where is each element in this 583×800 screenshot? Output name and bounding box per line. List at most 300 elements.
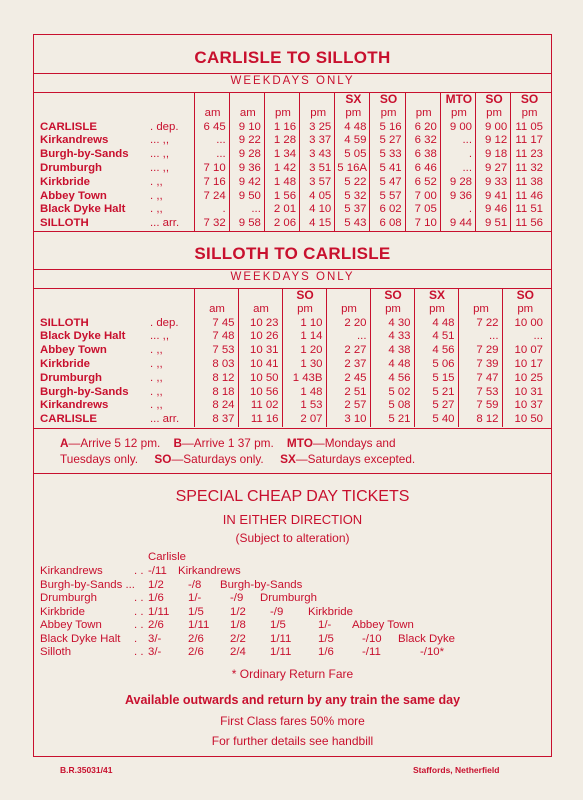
station-label: Drumburgh: [40, 371, 103, 384]
departure-time: 9 28: [229, 148, 264, 162]
departure-time: 1 10: [282, 317, 326, 331]
station-label: Kirkbride: [40, 357, 91, 370]
departure-time: 10 50: [238, 372, 282, 386]
station-name: [38, 162, 194, 176]
departure-time: 7 59: [458, 399, 502, 413]
service-code: SO: [370, 93, 405, 107]
departure-time: 10 26: [238, 330, 282, 344]
am-pm-label: pm: [326, 303, 370, 317]
departure-time: 6 02: [370, 203, 405, 217]
departure-time: 5 27: [414, 399, 458, 413]
departure-time: 9 42: [229, 176, 264, 190]
station-name: [38, 217, 194, 231]
fares-header-carlisle: Carlisle: [148, 551, 186, 563]
fare-station: Kirkandrews: [40, 565, 103, 577]
station-name: [38, 372, 194, 386]
station-label: Abbey Town: [40, 344, 107, 357]
fare-value: 3/-: [148, 646, 162, 658]
station-header: [38, 303, 194, 317]
fare-value: 2/6: [188, 632, 204, 645]
am-pm-label: pm: [370, 107, 405, 121]
departure-time: 9 00: [476, 121, 511, 135]
departure-time: 5 16: [370, 121, 405, 135]
station-name: [38, 190, 194, 204]
departure-time: 5 47: [370, 176, 405, 190]
departure-time: 9 00: [440, 121, 475, 135]
station-name: [38, 330, 194, 344]
timetable-carlisle-silloth: [38, 93, 546, 231]
departure-time: ...: [458, 330, 502, 344]
station-suffix: . ,,: [150, 344, 163, 357]
station-suffix: . ,,: [150, 189, 163, 202]
departure-time: 6 32: [405, 134, 440, 148]
departure-time: 5 40: [414, 413, 458, 427]
departure-time: 1 28: [264, 134, 299, 148]
service-code: SO: [370, 289, 414, 303]
departure-time: 4 59: [335, 134, 370, 148]
am-pm-label: pm: [458, 303, 502, 317]
timetable-title-1: CARLISLE TO SILLOTH: [194, 48, 391, 67]
departure-time: 9 50: [229, 190, 264, 204]
departure-time: 8 03: [194, 358, 238, 372]
fare-row: [40, 606, 560, 620]
fare-station: Abbey Town: [40, 619, 102, 631]
am-pm-label: am: [194, 107, 229, 121]
service-code: [238, 289, 282, 303]
departure-time: 1 43B: [282, 372, 326, 386]
departure-time: 11 38: [511, 176, 546, 190]
departure-time: 9 28: [440, 176, 475, 190]
departure-time: 5 27: [370, 134, 405, 148]
note-text-b: —Arrive 1 37 pm.: [181, 436, 274, 450]
note-key-a: A: [60, 436, 69, 450]
station-suffix: . dep.: [150, 120, 179, 133]
timetable-row: [38, 413, 546, 427]
departure-time: 4 15: [300, 217, 335, 231]
note-text-so: —Saturdays only.: [171, 452, 264, 466]
departure-time: ...: [440, 162, 475, 176]
fare-row: [40, 646, 560, 660]
departure-time: ...: [229, 203, 264, 217]
fare-value: -/11: [362, 646, 381, 658]
am-pm-label: pm: [440, 107, 475, 121]
departure-time: 4 30: [370, 317, 414, 331]
station-suffix: ... arr.: [150, 413, 180, 426]
divider: [33, 231, 552, 232]
departure-time: 6 38: [405, 148, 440, 162]
departure-time: 5 57: [370, 190, 405, 204]
timetable-row: [38, 386, 546, 400]
departure-time: 7 22: [458, 317, 502, 331]
departure-time: 7 53: [194, 344, 238, 358]
departure-time: 1 56: [264, 190, 299, 204]
fare-destination-label: Kirkbride: [308, 605, 353, 618]
departure-time: 11 32: [511, 162, 546, 176]
departure-time: 1 48: [264, 176, 299, 190]
departure-time: 11 23: [511, 148, 546, 162]
timetable-subtitle-1: WEEKDAYS ONLY: [230, 75, 355, 87]
fare-station: Black Dyke Halt: [40, 632, 121, 645]
station-header: [38, 107, 194, 121]
departure-time: 9 46: [476, 203, 511, 217]
departure-time: 10 25: [502, 372, 546, 386]
fare-value: 3/-: [148, 632, 162, 645]
departure-time: 1 16: [264, 121, 299, 135]
departure-time: 7 47: [458, 372, 502, 386]
fare-station: Silloth: [40, 646, 72, 658]
service-code: MTO: [440, 93, 475, 107]
fare-row: [40, 579, 560, 593]
departure-time: 10 07: [502, 344, 546, 358]
service-code: SO: [282, 289, 326, 303]
fare-value: -/9: [230, 592, 244, 604]
notes-line-2: [60, 451, 530, 467]
timetable-row: [38, 217, 546, 231]
departure-time: 11 16: [238, 413, 282, 427]
station-suffix: . ,,: [150, 203, 163, 216]
departure-time: 11 51: [511, 203, 546, 217]
fares-details: For further details see handbill: [211, 734, 374, 748]
station-label: CARLISLE: [40, 413, 97, 426]
service-code: SX: [335, 93, 370, 107]
departure-time: 5 21: [414, 386, 458, 400]
station-suffix: . ,,: [150, 357, 163, 370]
station-suffix: . ,,: [150, 399, 163, 412]
timetable-row: [38, 176, 546, 190]
service-code: [194, 93, 229, 107]
departure-time: 5 33: [370, 148, 405, 162]
station-suffix: . ,,: [150, 175, 163, 188]
timetable-row: [38, 330, 546, 344]
timetable-row: [38, 162, 546, 176]
am-pm-row: [38, 303, 546, 317]
departure-time: 7 10: [405, 217, 440, 231]
station-suffix: . ,,: [150, 385, 163, 398]
station-name: [38, 344, 194, 358]
departure-time: 2 37: [326, 358, 370, 372]
departure-time: 10 41: [238, 358, 282, 372]
fare-value: 1/11: [148, 605, 170, 618]
departure-time: 11 17: [511, 134, 546, 148]
fare-value: -/10: [362, 632, 382, 645]
departure-time: 9 33: [476, 176, 511, 190]
departure-time: 8 18: [194, 386, 238, 400]
departure-time: 11 05: [511, 121, 546, 135]
station-suffix: ... ,,: [150, 161, 169, 174]
departure-time: ...: [326, 330, 370, 344]
station-suffix: ... ,,: [150, 330, 169, 343]
fare-value: 1/8: [230, 619, 246, 631]
fare-value: 1/2: [230, 605, 246, 618]
station-suffix: ... arr.: [150, 217, 180, 230]
note-key-mto: MTO: [286, 436, 313, 450]
departure-time: 4 56: [414, 344, 458, 358]
service-code: SO: [476, 93, 511, 107]
am-pm-label: pm: [502, 303, 546, 317]
station-label: SILLOTH: [40, 316, 89, 329]
departure-time: 8 12: [194, 372, 238, 386]
departure-time: 2 01: [264, 203, 299, 217]
departure-time: 7 00: [405, 190, 440, 204]
departure-time: 2 57: [326, 399, 370, 413]
fare-dots: . .: [134, 565, 144, 577]
station-header: [38, 93, 194, 107]
departure-time: 9 10: [229, 121, 264, 135]
departure-time: 7 05: [405, 203, 440, 217]
departure-time: ...: [194, 148, 229, 162]
departure-time: 5 22: [335, 176, 370, 190]
departure-time: 3 25: [300, 121, 335, 135]
timetable-row: [38, 190, 546, 204]
departure-time: 1 20: [282, 344, 326, 358]
timetable-row: [38, 203, 546, 217]
fares-note: (Subject to alteration): [235, 531, 350, 545]
departure-time: 2 07: [282, 413, 326, 427]
service-code: SO: [502, 289, 546, 303]
station-name: [38, 386, 194, 400]
fare-destination-label: Kirkandrews: [178, 565, 241, 577]
station-name: [38, 121, 194, 135]
departure-time: 4 05: [300, 190, 335, 204]
departure-time: 1 34: [264, 148, 299, 162]
notes-line-1: [60, 435, 530, 451]
fare-value: 1/11: [270, 632, 292, 645]
departure-time: 6 20: [405, 121, 440, 135]
fares-title: SPECIAL CHEAP DAY TICKETS: [175, 488, 410, 505]
departure-time: 6 52: [405, 176, 440, 190]
station-label: Black Dyke Halt: [40, 203, 126, 216]
departure-time: 7 29: [458, 344, 502, 358]
fare-dots: .: [134, 632, 138, 645]
departure-time: 5 08: [370, 399, 414, 413]
divider: [33, 269, 552, 270]
fares-subtitle: IN EITHER DIRECTION: [222, 512, 363, 527]
service-code: SX: [414, 289, 458, 303]
departure-time: 7 10: [194, 162, 229, 176]
departure-time: 2 51: [326, 386, 370, 400]
station-header: [38, 289, 194, 303]
service-code: [229, 93, 264, 107]
departure-time: 7 48: [194, 330, 238, 344]
fare-station: Kirkbride: [40, 605, 85, 618]
am-pm-label: pm: [476, 107, 511, 121]
service-code: [458, 289, 502, 303]
departure-time: 11 56: [511, 217, 546, 231]
fare-value: -/8: [188, 578, 202, 591]
departure-time: 10 23: [238, 317, 282, 331]
service-code: [326, 289, 370, 303]
departure-time: 8 12: [458, 413, 502, 427]
station-name: [38, 413, 194, 427]
timetable-row: [38, 372, 546, 386]
station-suffix: . dep.: [150, 316, 179, 329]
fare-row: [40, 633, 560, 647]
timetable-title-2: SILLOTH TO CARLISLE: [194, 244, 391, 263]
station-name: [38, 176, 194, 190]
am-pm-label: pm: [335, 107, 370, 121]
fares-validity: Available outwards and return by any train the same day: [124, 693, 461, 707]
departure-time: 9 18: [476, 148, 511, 162]
fares-footnote: * Ordinary Return Fare: [231, 667, 354, 681]
departure-time: 3 10: [326, 413, 370, 427]
departure-time: 8 37: [194, 413, 238, 427]
departure-time: 9 58: [229, 217, 264, 231]
departure-time: 9 51: [476, 217, 511, 231]
am-pm-label: pm: [370, 303, 414, 317]
fare-row: [40, 592, 560, 606]
timetable-row: [38, 344, 546, 358]
station-label: Kirkandrews: [40, 134, 109, 147]
fare-value: 2/2: [230, 632, 246, 645]
departure-time: 7 24: [194, 190, 229, 204]
note-text-sx: —Saturdays excepted.: [295, 452, 416, 466]
departure-time: 1 48: [282, 386, 326, 400]
station-label: Drumburgh: [40, 161, 103, 174]
fares-first-class: First Class fares 50% more: [220, 714, 365, 728]
station-label: Kirkbride: [40, 175, 91, 188]
departure-time: 10 56: [238, 386, 282, 400]
am-pm-label: am: [229, 107, 264, 121]
note-key-so: SO: [154, 452, 172, 466]
fare-destination-label: Burgh-by-Sands: [220, 578, 303, 591]
divider: [33, 473, 552, 474]
departure-time: 5 43: [335, 217, 370, 231]
fare-station: Drumburgh: [40, 592, 97, 604]
station-suffix: ... ,,: [150, 134, 169, 147]
departure-time: 7 39: [458, 358, 502, 372]
departure-time: 9 44: [440, 217, 475, 231]
departure-time: 4 51: [414, 330, 458, 344]
am-pm-label: pm: [300, 107, 335, 121]
timetable-row: [38, 317, 546, 331]
departure-time: 1 30: [282, 358, 326, 372]
fares-grid: [40, 565, 560, 660]
departure-time: 4 48: [370, 358, 414, 372]
departure-time: 5 41: [370, 162, 405, 176]
service-code: SO: [511, 93, 546, 107]
note-text-mto-cont: Tuesdays only.: [60, 452, 139, 466]
fare-dots: . .: [134, 619, 144, 631]
print-code: B.R.35031/41: [60, 765, 113, 775]
departure-time: 9 27: [476, 162, 511, 176]
service-code: [405, 93, 440, 107]
departure-time: 1 53: [282, 399, 326, 413]
fare-value: 1/2: [148, 578, 164, 591]
departure-time: 4 10: [300, 203, 335, 217]
note-text-a: —Arrive 5 12 pm.: [68, 436, 161, 450]
departure-time: 3 37: [300, 134, 335, 148]
station-label: Abbey Town: [40, 189, 107, 202]
am-pm-label: pm: [264, 107, 299, 121]
departure-time: 10 31: [238, 344, 282, 358]
timetable-row: [38, 134, 546, 148]
fare-value: 1/6: [318, 646, 334, 658]
fare-value: 1/5: [318, 632, 334, 645]
service-code: [194, 289, 238, 303]
note-key-b: B: [173, 436, 182, 450]
departure-time: 10 50: [502, 413, 546, 427]
timetable-subtitle-2: WEEKDAYS ONLY: [230, 271, 355, 283]
fare-value: 1/5: [188, 605, 204, 618]
station-name: [38, 134, 194, 148]
timetable-row: [38, 399, 546, 413]
fare-value: 2/6: [188, 646, 204, 658]
departure-time: 3 43: [300, 148, 335, 162]
departure-time: 1 42: [264, 162, 299, 176]
fare-station: Burgh-by-Sands ...: [40, 578, 135, 591]
departure-time: 5 32: [335, 190, 370, 204]
station-name: [38, 358, 194, 372]
departure-time: 9 12: [476, 134, 511, 148]
departure-time: 10 00: [502, 317, 546, 331]
am-pm-label: pm: [405, 107, 440, 121]
station-name: [38, 317, 194, 331]
fare-value: -/10*: [420, 646, 445, 658]
am-pm-label: am: [238, 303, 282, 317]
station-label: SILLOTH: [40, 217, 89, 230]
station-label: Black Dyke Halt: [40, 330, 126, 343]
departure-time: 5 02: [370, 386, 414, 400]
fare-value: 1/11: [188, 619, 210, 631]
departure-time: 5 21: [370, 413, 414, 427]
departure-time: 2 06: [264, 217, 299, 231]
station-suffix: . ,,: [150, 371, 163, 384]
departure-time: 2 45: [326, 372, 370, 386]
departure-time: 4 38: [370, 344, 414, 358]
fare-value: 2/4: [230, 646, 246, 658]
fare-destination-label: Abbey Town: [352, 619, 414, 631]
station-name: [38, 148, 194, 162]
departure-time: 10 31: [502, 386, 546, 400]
departure-time: 9 36: [229, 162, 264, 176]
station-name: [38, 203, 194, 217]
timetable-notes: [60, 435, 530, 467]
departure-time: 3 51: [300, 162, 335, 176]
am-pm-row: [38, 107, 546, 121]
fare-value: 1/-: [318, 619, 332, 631]
note-text-mto: —Mondays and: [312, 436, 396, 450]
station-name: [38, 399, 194, 413]
am-pm-label: pm: [282, 303, 326, 317]
fare-destination-label: Drumburgh: [260, 592, 317, 604]
departure-time: .: [194, 203, 229, 217]
divider: [33, 428, 552, 429]
fare-value: -/11: [148, 565, 167, 577]
timetable-silloth-carlisle: [38, 289, 546, 427]
service-code-row: [38, 93, 546, 107]
departure-time: 4 48: [335, 121, 370, 135]
timetable-row: [38, 358, 546, 372]
departure-time: 7 32: [194, 217, 229, 231]
departure-time: 1 14: [282, 330, 326, 344]
divider: [33, 73, 552, 74]
am-pm-label: pm: [511, 107, 546, 121]
fare-value: 1/-: [188, 592, 202, 604]
departure-time: 7 16: [194, 176, 229, 190]
station-suffix: ... ,,: [150, 148, 169, 161]
departure-time: 6 46: [405, 162, 440, 176]
fare-destination-label: Black Dyke: [398, 632, 455, 645]
departure-time: 4 33: [370, 330, 414, 344]
am-pm-label: pm: [414, 303, 458, 317]
departure-time: .: [440, 203, 475, 217]
departure-time: 6 45: [194, 121, 229, 135]
fare-value: 2/6: [148, 619, 164, 631]
station-label: Burgh-by-Sands: [40, 385, 129, 398]
printer-name: Staffords, Netherfield: [413, 765, 500, 775]
departure-time: 9 22: [229, 134, 264, 148]
departure-time: 10 17: [502, 358, 546, 372]
